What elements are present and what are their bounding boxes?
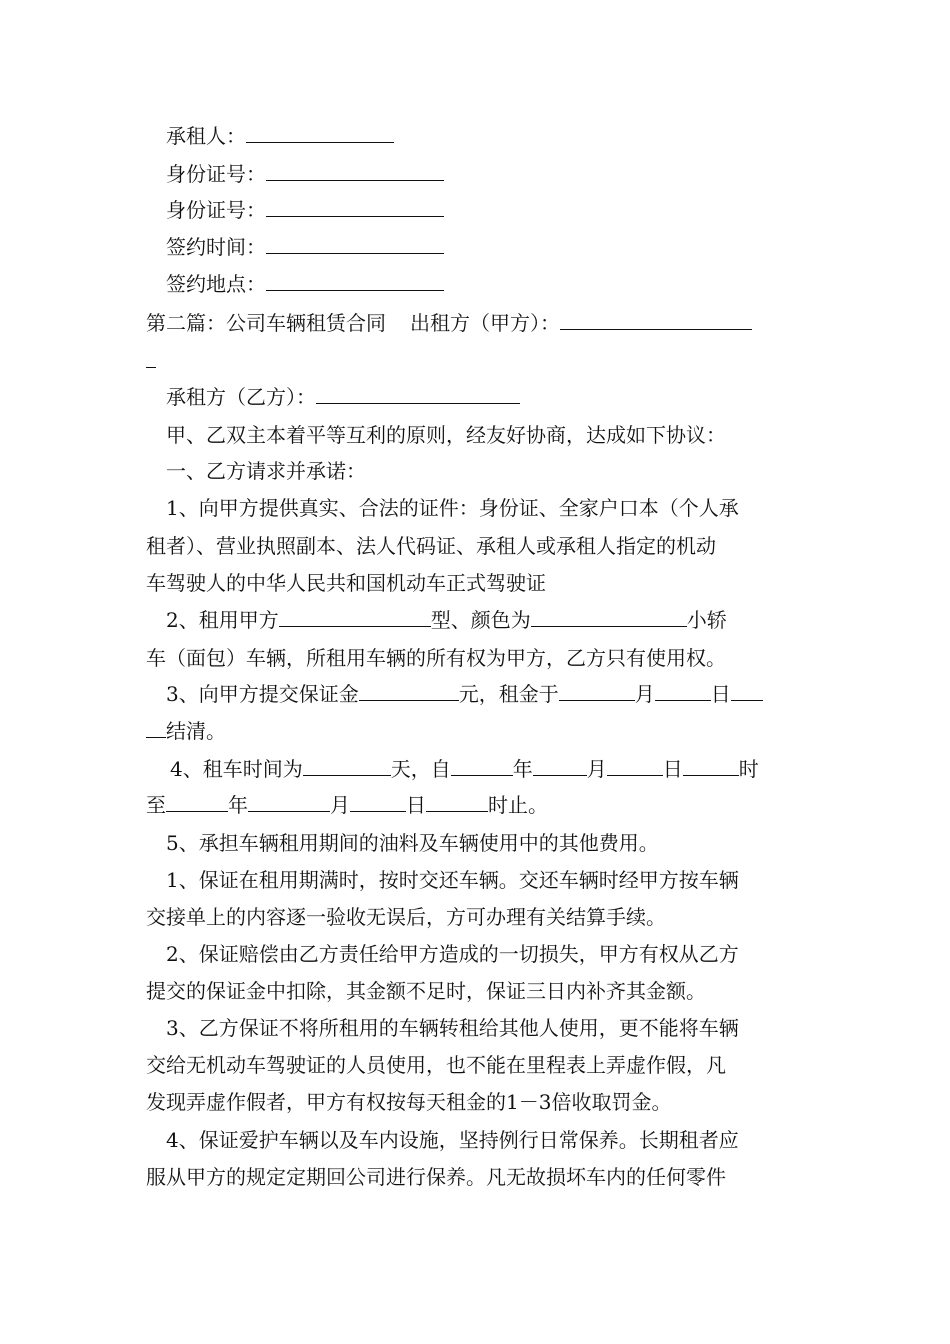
- item4-text-j: 日: [406, 793, 426, 817]
- car-model-blank: [279, 608, 431, 627]
- sign-place-line: [166, 271, 836, 297]
- lessee-blank: [246, 124, 394, 143]
- item3-text-e: 结清。: [166, 719, 226, 743]
- item4-text-d: 月: [586, 757, 607, 781]
- part1-title: 一、乙方请求并承诺：: [166, 459, 366, 483]
- item3-text-d: 日: [710, 682, 731, 706]
- start-hour-blank: [683, 757, 739, 776]
- lessor-label: 出租方（甲方）：: [410, 311, 560, 335]
- sign-place-label: 签约地点：: [166, 272, 266, 296]
- item4-text-a: 4、租车时间为: [170, 757, 303, 781]
- item4-text-c: 年: [512, 757, 533, 781]
- rent-month-blank: [559, 682, 635, 701]
- lessee-party-line: [166, 384, 836, 410]
- end-day-blank: [350, 793, 406, 812]
- guarantee3-line2: 交给无机动车驾驶证的人员使用，也不能在里程表上弄虚作假，凡: [146, 1053, 726, 1077]
- item4-text-h: 年: [228, 793, 248, 817]
- item1-line1: 1、向甲方提供真实、合法的证件：身份证、全家户口本（个人承: [166, 496, 739, 520]
- lessee-party-label: 承租方（乙方）：: [166, 385, 316, 409]
- guarantee3-line1: 3、乙方保证不将所租用的车辆转租给其他人使用，更不能将车辆: [166, 1016, 739, 1040]
- section-heading: 第二篇：公司车辆租赁合同: [146, 311, 386, 335]
- item4-text-f: 时: [738, 757, 759, 781]
- start-day-blank: [607, 757, 663, 776]
- end-year-blank: [166, 793, 228, 812]
- id-label-2: 身份证号：: [166, 198, 266, 222]
- item3-text-b: 元，租金于: [458, 682, 559, 706]
- item2-text-c: 小轿: [686, 608, 727, 632]
- item4-text-k: 时止。: [488, 793, 548, 817]
- item1-line3: 车驾驶人的中华人民共和国机动车正式驾驶证: [146, 571, 546, 595]
- lessor-blank-tail: [146, 349, 156, 368]
- item4-line1: [170, 756, 840, 782]
- rent-day-blank: [655, 682, 711, 701]
- lessee-label: 承租人：: [166, 124, 246, 148]
- lessor-blank: [560, 311, 752, 330]
- sign-time-label: 签约时间：: [166, 235, 266, 259]
- id-blank-2: [266, 198, 444, 217]
- item1-line2: 租者）、营业执照副本、法人代码证、承租人或承租人指定的机动: [146, 534, 716, 558]
- guarantee2-line1: 2、保证赔偿由乙方责任给甲方造成的一切损失，甲方有权从乙方: [166, 942, 739, 966]
- preamble: 甲、乙双主本着平等互利的原则，经友好协商，达成如下协议：: [166, 423, 726, 447]
- item2-line2: 车（面包）车辆，所租用车辆的所有权为甲方，乙方只有使用权。: [146, 646, 726, 670]
- section-heading-line: [146, 310, 816, 336]
- id-number-line-1: [166, 161, 836, 187]
- rent-days-blank: [303, 757, 391, 776]
- lessee-sign-line: [166, 123, 836, 149]
- item4-text-e: 日: [662, 757, 683, 781]
- sign-time-blank: [266, 235, 444, 254]
- end-month-blank: [248, 793, 330, 812]
- rent-hour-blank: [731, 682, 763, 701]
- item4-text-g: 至: [146, 793, 166, 817]
- item2-line1: [166, 607, 836, 633]
- guarantee4-line2: 服从甲方的规定定期回公司进行保养。凡无故损坏车内的任何零件: [146, 1165, 726, 1189]
- guarantee3-line3: 发现弄虚作假者，甲方有权按每天租金的1－3倍收取罚金。: [146, 1090, 672, 1114]
- car-color-blank: [531, 608, 687, 627]
- item4-text-i: 月: [330, 793, 350, 817]
- guarantee1-line2: 交接单上的内容逐一验收无误后，方可办理有关结算手续。: [146, 905, 666, 929]
- item5: 5、承担车辆租用期间的油料及车辆使用中的其他费用。: [166, 831, 659, 855]
- item2-text-a: 2、租用甲方: [166, 608, 279, 632]
- rent-hour-blank-tail: [146, 719, 166, 738]
- item3-line1: [166, 681, 836, 707]
- item4-line2: [146, 792, 816, 818]
- start-year-blank: [451, 757, 513, 776]
- sign-time-line: [166, 234, 836, 260]
- guarantee1-line1: 1、保证在租用期满时，按时交还车辆。交还车辆时经甲方按车辆: [166, 868, 739, 892]
- id-blank-1: [266, 162, 444, 181]
- item4-text-b: 天，自: [390, 757, 451, 781]
- id-number-line-2: [166, 197, 836, 223]
- start-month-blank: [533, 757, 587, 776]
- guarantee2-line2: 提交的保证金中扣除，其金额不足时，保证三日内补齐其金额。: [146, 979, 706, 1003]
- item2-text-b: 型、颜色为: [430, 608, 531, 632]
- sign-place-blank: [266, 272, 444, 291]
- id-label-1: 身份证号：: [166, 162, 266, 186]
- deposit-blank: [359, 682, 459, 701]
- lessee-party-blank: [316, 385, 520, 404]
- item3-text-c: 月: [634, 682, 655, 706]
- item3-text-a: 3、向甲方提交保证金: [166, 682, 359, 706]
- lessor-blank-wrap: [146, 348, 816, 374]
- item3-line2: [146, 718, 816, 744]
- end-hour-blank: [426, 793, 488, 812]
- guarantee4-line1: 4、保证爱护车辆以及车内设施，坚持例行日常保养。长期租者应: [166, 1128, 739, 1152]
